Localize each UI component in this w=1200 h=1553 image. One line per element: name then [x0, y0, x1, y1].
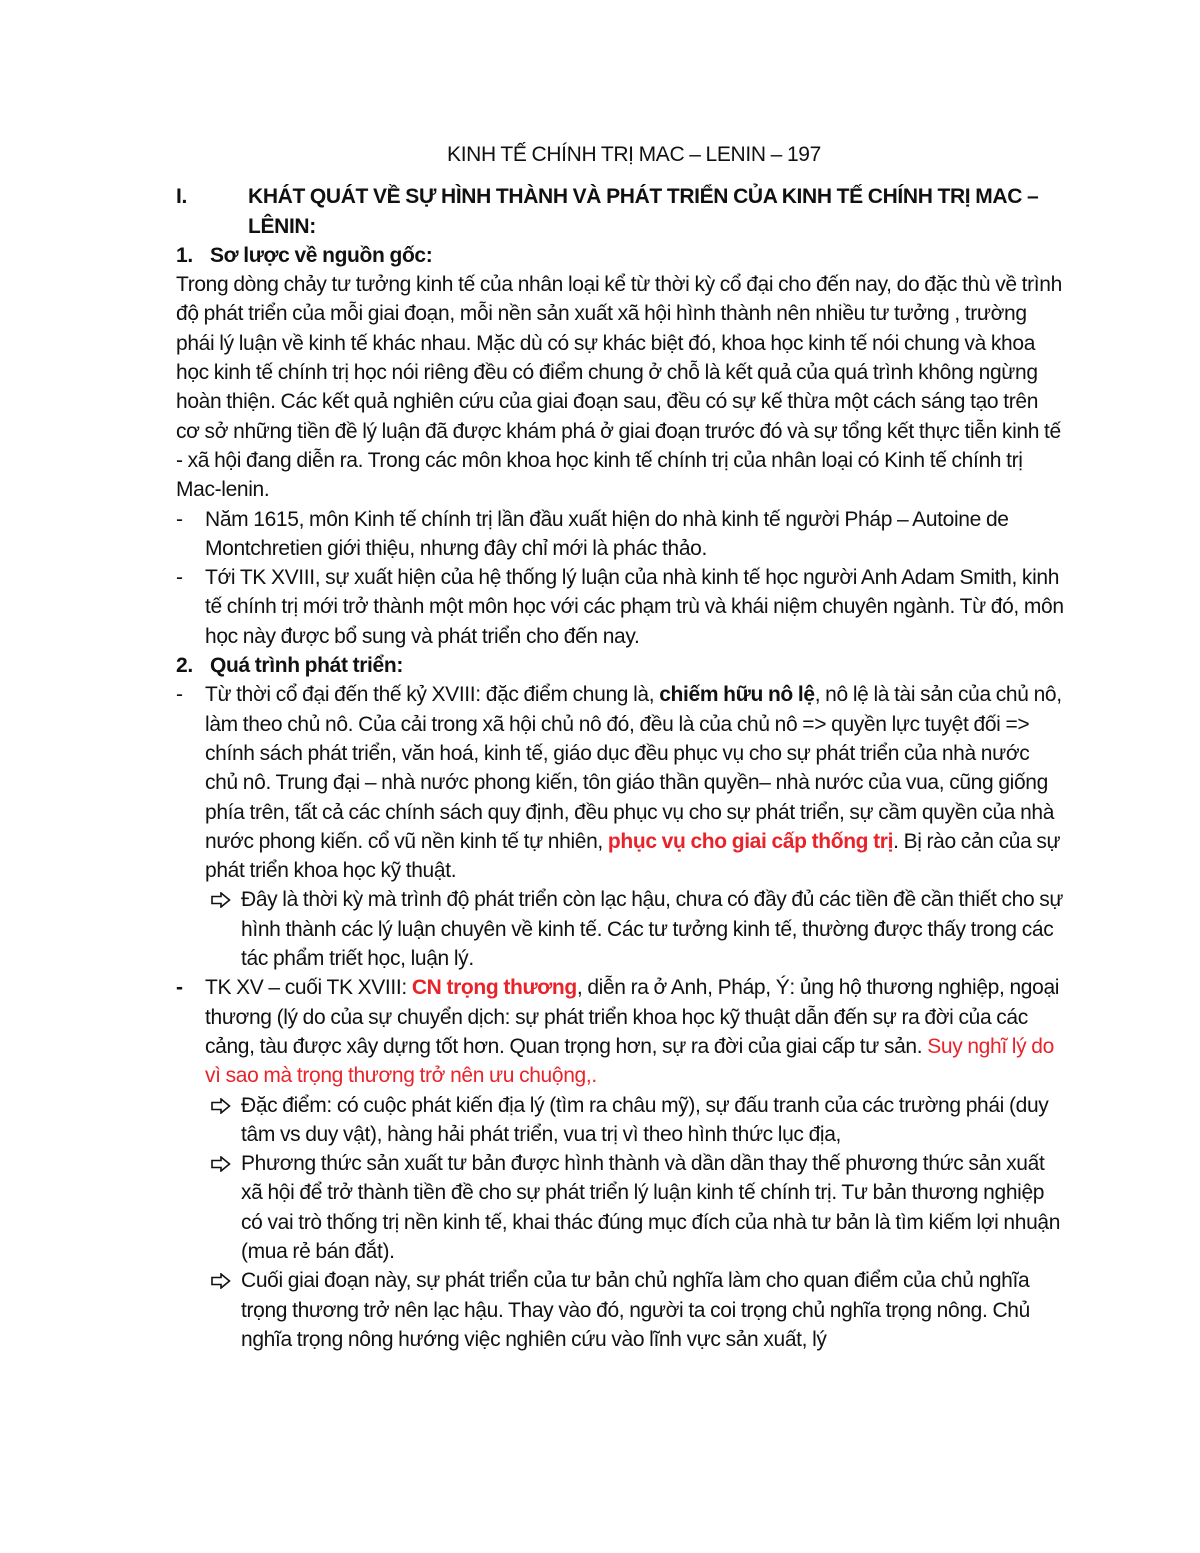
subsection-heading-text: Sơ lược về nguồn gốc: — [210, 243, 433, 267]
section-number: I. — [176, 185, 187, 209]
bullet-dash: - — [176, 976, 183, 1000]
bold-text: chiếm hữu nô lệ — [659, 683, 815, 707]
arrow-item-text: Phương thức sản xuất tư bản được hình thành và dần dần thay thế phương thức sản xuất xã hội để trở thành tiền đề cho sự phát triển lý luận kinh tế chính trị. Tư bản thương nghiệp có vai trò thống trị nền kinh tế, khai thác đúng mục đích của nhà tư bản là tìm kiếm lợi nhuận (mua rẻ bán đắt). — [241, 1152, 1061, 1263]
arrow-item-text: Cuối giai đoạn này, sự phát triển của tư bản chủ nghĩa làm cho quan điểm của chủ nghĩa trọng thương trở nên lạc hậu. Thay vào đó, người ta coi trọng chủ nghĩa trọng nông. Chủ nghĩa trọng nông hướng việc nghiên cứu vào lĩnh vực sản xuất, lý — [241, 1269, 1030, 1351]
text-run: , nô lệ là tài sản của chủ nô, làm theo chủ nô. Của cải trong xã hội chủ nô đó, đều là của chủ nô => quyền lực tuyệt đối => chính sách phát triển, văn hoá, kinh tế, giáo dục đều phục vụ cho sự phát triển của nhà nước chủ nô. Trung đại – nhà nước phong kiến, tôn giáo thần quyền– nhà nước của vua, cũng giống phía trên, tất cả các chính sách quy định, đều phục vụ cho sự phát triển, sự cầm quyền của nhà nước phong kiến. cổ vũ nền kinh tế tự nhiên, — [205, 683, 1062, 853]
origin-paragraph: Trong dòng chảy tư tưởng kinh tế của nhân loại kể từ thời kỳ cổ đại cho đến nay, do đặc thù về trình độ phát triển của mỗi giai đoạn, mỗi nền sản xuất xã hội hình thành nên nhiều tư tưởng , trường phái lý luận về kinh tế khác nhau. Mặc dù có sự khác biệt đó, khoa học kinh tế nói chung và khoa học kinh tế chính trị học nói riêng đều có điểm chung ở chỗ là kết quả của quá trình không ngừng hoàn thiện. Các kết quả nghiên cứu của giai đoạn sau, đều có sự kế thừa một cách sáng tạo trên cơ sở những tiền đề lý luận đã được khám phá ở giai đoạn trước đó và sự tổng kết thực tiễn kinh tế - xã hội đang diễn ra. Trong các môn khoa học kinh tế chính trị của nhân loại có Kinh tế chính trị Mac-lenin. — [176, 273, 1062, 502]
highlight-text: CN trọng thương — [411, 976, 577, 1000]
arrow-list-item — [176, 1091, 1066, 1150]
list-item — [176, 973, 1066, 1090]
bullet-dash: - — [176, 566, 183, 590]
list-item — [176, 563, 1066, 651]
list-item-text: Năm 1615, môn Kinh tế chính trị lần đầu xuất hiện do nhà kinh tế người Pháp – Autoine de Montchretien giới thiệu, nhưng đây chỉ mới là phác thảo. — [205, 507, 1009, 560]
list-item-text — [205, 680, 1066, 885]
arrow-list-item — [176, 1149, 1066, 1266]
arrow-right-icon — [211, 1091, 241, 1150]
section-heading — [176, 182, 1066, 241]
section-heading-text: KHÁT QUÁT VỀ SỰ HÌNH THÀNH VÀ PHÁT TRIỂN CỦA KINH TẾ CHÍNH TRỊ MAC – LÊNIN: — [248, 185, 1039, 238]
bullet-dash: - — [176, 507, 183, 531]
arrow-list-item — [176, 885, 1066, 973]
bullet-dash: - — [176, 683, 183, 707]
list-item — [176, 680, 1066, 885]
arrow-right-icon — [211, 1266, 241, 1354]
subsection-heading-origin — [176, 241, 1066, 270]
arrow-list-item — [176, 1266, 1066, 1354]
document-title: KINH TẾ CHÍNH TRỊ MAC – LENIN – 197 — [447, 143, 821, 166]
arrow-right-icon — [211, 885, 241, 973]
arrow-item-text: Đây là thời kỳ mà trình độ phát triển còn lạc hậu, chưa có đầy đủ các tiền đề cần thiết cho sự hình thành các lý luận chuyên về kinh tế. Các tư tưởng kinh tế, thường được thấy trong các tác phẩm triết học, luận lý. — [241, 888, 1064, 971]
text-run: TK XV – cuối TK XVIII: — [205, 976, 412, 1000]
text-run: Từ thời cổ đại đến thế kỷ XVIII: đặc điểm chung là, — [205, 683, 660, 707]
red-note-text: Suy nghĩ lý do vì sao mà trọng thương trở nên ưu chuộng,. — [205, 1034, 1054, 1088]
subsection-number: 2. — [176, 654, 193, 678]
subsection-heading-development — [176, 651, 1066, 680]
document-body — [176, 140, 1066, 1354]
arrow-item-text: Đặc điểm: có cuộc phát kiến địa lý (tìm ra châu mỹ), sự đấu tranh của các trường phái (duy tâm vs duy vật), hàng hải phát triển, vua trị vì theo hình thức lục địa, — [241, 1093, 1049, 1146]
list-item-text — [205, 973, 1066, 1090]
text-run: , diễn ra ở Anh, Pháp, Ý: ủng hộ thương nghiệp, ngoại thương (lý do của sự chuyển dịch: sự phát triển khoa học kỹ thuật dẫn đến sự ra đời của các cảng, tàu được xây dựng tốt hơn. Quan trọng hơn, sự ra đời của giai cấp tư sản. — [205, 976, 1060, 1058]
list-item — [176, 505, 1066, 564]
arrow-right-icon — [211, 1149, 241, 1266]
text-run: . Bị rào cản của sự phát triển khoa học kỹ thuật. — [205, 829, 1061, 883]
subsection-heading-text: Quá trình phát triển: — [210, 654, 403, 678]
list-item-text: Tới TK XVIII, sự xuất hiện của hệ thống lý luận của nhà kinh tế học người Anh Adam Smith, kinh tế chính trị mới trở thành một môn học với các phạm trù và khái niệm chuyên ngành. Từ đó, môn học này được bổ sung và phát triển cho đến nay. — [205, 566, 1064, 648]
highlight-text: phục vụ cho giai cấp thống trị — [607, 829, 894, 853]
subsection-number: 1. — [176, 243, 193, 267]
